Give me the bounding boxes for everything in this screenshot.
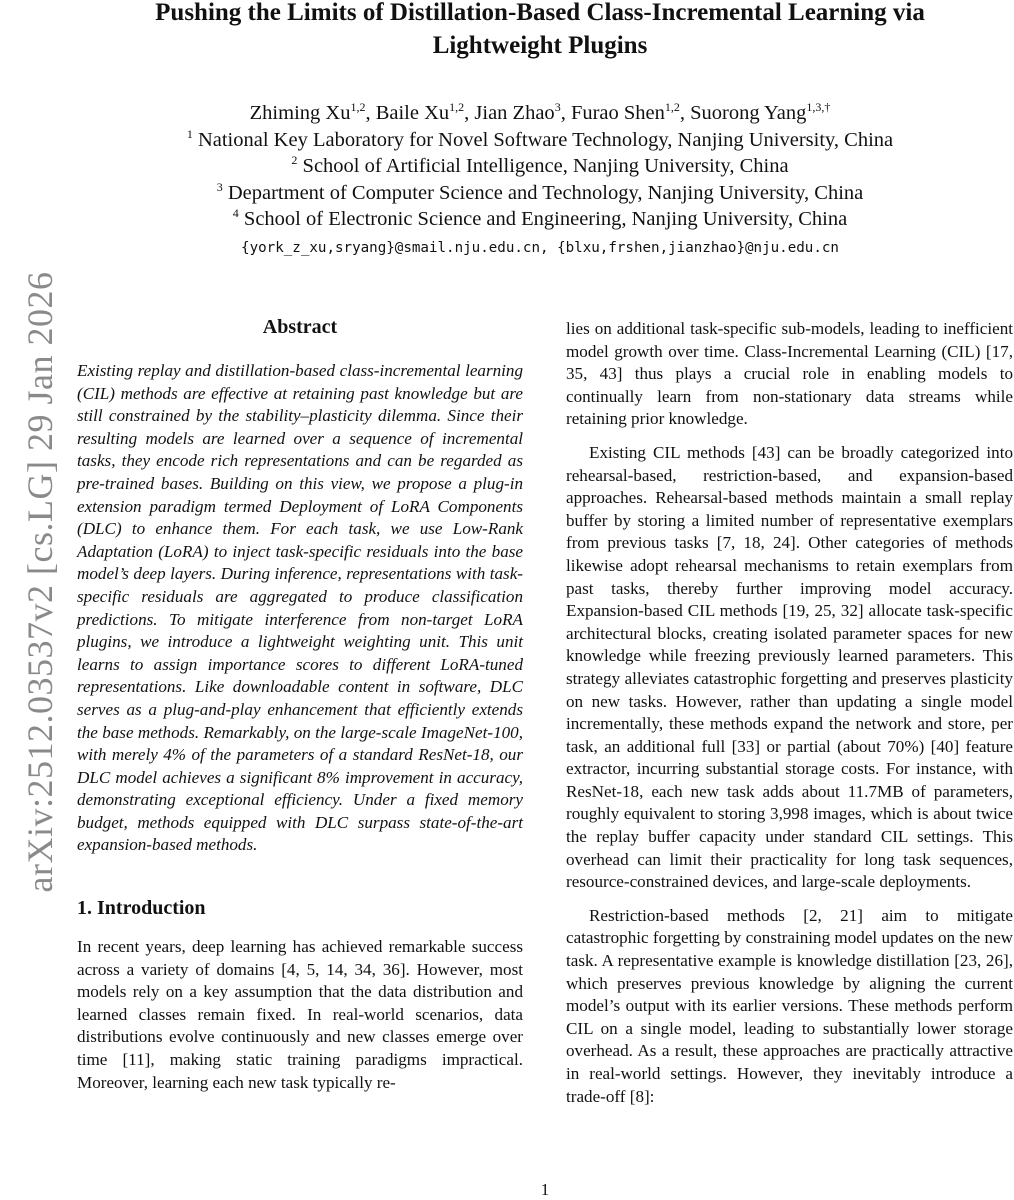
- arxiv-identifier-stamp: arXiv:2512.03537v2 [cs.LG] 29 Jan 2026: [20, 271, 60, 893]
- affiliation-line: [60, 127, 1014, 154]
- author-emails: {york_z_xu,sryang}@smail.nju.edu.cn, {blxu,frshen,jianzhao}@nju.edu.cn: [241, 240, 839, 256]
- author-affiliation-mark: 1,2: [350, 100, 366, 114]
- author-name: Furao Shen: [570, 102, 665, 124]
- author-affiliation-mark: 1,3,†: [806, 100, 831, 114]
- introduction-heading: 1. Introduction: [77, 897, 206, 920]
- author-name: Zhiming Xu: [249, 102, 351, 124]
- author-affiliation-mark: 1,2: [449, 100, 465, 114]
- abstract-text: Existing replay and distillation-based class-incremental learning (CIL) methods are effective at retaining past knowledge but are still constrained by the stability–plasticity dilemma. Since their resulting models are learned over a sequence of incremental tasks, they encode rich representations and can be regarded as pre-trained bases. Building on this view, we propose a plug-in extension paradigm termed Deployment of LoRA Components (DLC) to enhance them. For each task, we use Low-Rank Adaptation (LoRA) to inject task-specific residuals into the base model’s deep layers. During inference, representations with task-specific residuals are aggregated to produce classification predictions. To mitigate interference from non-target LoRA plugins, we introduce a lightweight weighting unit. This unit learns to assign importance scores to different LoRA-tuned representations. Like downloadable content in software, DLC serves as a plug-and-play enhancement that efficiently extends the base methods. Remarkably, on the large-scale ImageNet-100, with merely 4% of the parameters of a standard ResNet-18, our DLC model achieves a significant 8% improvement in accuracy, demonstrating exceptional efficiency. Under a fixed memory budget, methods equipped with DLC surpass state-of-the-art expansion-based methods.: [77, 361, 523, 855]
- author-name: Suorong Yang: [690, 102, 807, 124]
- left-column: [77, 314, 523, 1094]
- author-name: Jian Zhao: [474, 102, 555, 124]
- affiliation-text: Department of Computer Science and Technology, Nanjing University, China: [227, 181, 864, 204]
- body-paragraph: Existing CIL methods [43] can be broadly categorized into rehearsal-based, restriction-based, and expansion-based approaches. Rehearsal-based methods maintain a small replay buffer by storing a limited number of representative exemplars from previous tasks [7, 18, 24]. Other categories of methods likewise adopt rehearsal mechanisms to retain exemplars from past tasks, thereby further improving model accuracy. Expansion-based CIL methods [19, 25, 32] allocate task-specific architectural blocks, creating isolated parameter spaces for new knowledge while freezing previously learned parameters. This strategy alleviates catastrophic forgetting and preserves plasticity on new tasks. However, rather than updating a single model incrementally, these methods expand the network and store, per task, an additional full [33] or partial (about 70%) [40] feature extractor, incurring substantial storage costs. For instance, with ResNet-18, each new task adds about 11.7MB of parameters, roughly equivalent to storing 3,998 images, which is about twice the replay buffer capacity under standard CIL settings. This overhead can limit their practicality for long task sequences, resource-constrained devices, and large-scale deployments.: [566, 442, 1013, 892]
- author-name: Baile Xu: [375, 102, 450, 124]
- continued-paragraph: lies on additional task-specific sub-models, leading to inefficient model growth over time. Class-Incremental Learning (CIL) [17, 35, 43] thus plays a crucial role in enabling models to continually learn from non-stationary data streams while retaining prior knowledge.: [566, 319, 1013, 429]
- affiliation-line: [60, 206, 1014, 233]
- affiliation-mark: 3: [216, 179, 223, 194]
- paper-title: [60, 0, 1014, 62]
- author-list: Zhiming Xu$^{1,2}$, Baile Xu$^{1,2}$, Jian Zhao$^3$, Furao Shen$^{1,2}$, Suorong Yang$^{1,3,\dagger}$: [249, 100, 831, 124]
- affiliation-line: [60, 153, 1014, 180]
- author-affiliation-mark: 3: [554, 100, 561, 114]
- affiliation-text: School of Artificial Intelligence, Nanjing University, China: [302, 155, 789, 177]
- affiliation-mark: 4: [232, 206, 239, 220]
- introduction-paragraph: In recent years, deep learning has achieved remarkable success across a variety of domains [4, 5, 14, 34, 36]. However, most models rely on a key assumption that the data distribution and learned classes remain fixed. In real-world scenarios, data distributions evolve continuously and new classes emerge over time [11], making static training paradigms impractical. Moreover, learning each new task typically re-: [77, 937, 523, 1092]
- author-block: [60, 100, 1014, 233]
- affiliation-mark: 1: [186, 126, 193, 141]
- right-column: [566, 318, 1013, 1108]
- title-line: Lightweight Plugins: [432, 32, 648, 59]
- affiliation-mark: 2: [291, 153, 298, 167]
- abstract-heading: Abstract: [262, 316, 338, 338]
- body-paragraph: Restriction-based methods [2, 21] aim to mitigate catastrophic forgetting by constraining model updates on the new task. A representative example is knowledge distillation [23, 26], which preserves previous knowledge by aligning the current model’s output with its earlier versions. These methods perform CIL on a single model, leading to substantially lower storage overhead. As a result, these approaches are practically attractive in real-world settings. However, they inevitably introduce a trade-off [8]:: [566, 905, 1013, 1106]
- affiliation-text: National Key Laboratory for Novel Software Technology, Nanjing University, China: [197, 128, 894, 151]
- page-number: 1: [540, 1180, 550, 1199]
- author-affiliation-mark: 1,2: [664, 100, 680, 114]
- affiliation-line: [60, 180, 1014, 207]
- title-line: Pushing the Limits of Distillation-Based Class-Incremental Learning via: [155, 0, 925, 26]
- affiliation-text: School of Electronic Science and Engineering, Nanjing University, China: [243, 208, 848, 230]
